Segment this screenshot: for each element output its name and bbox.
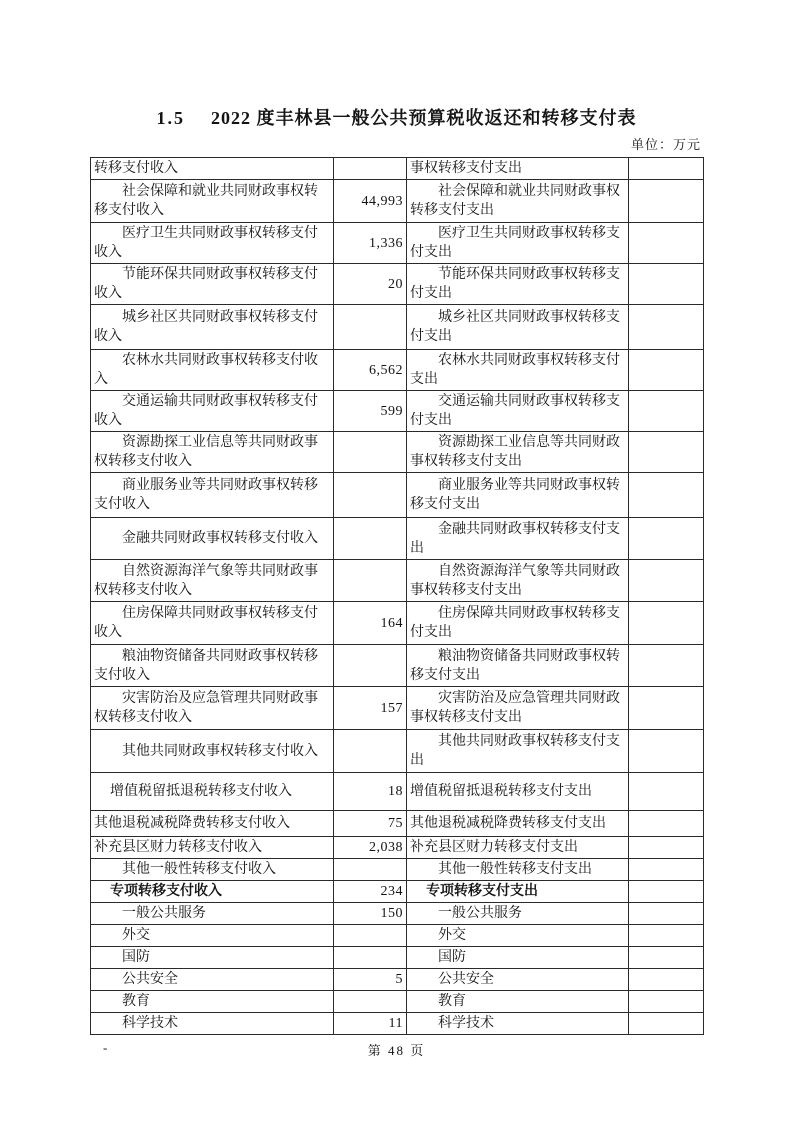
income-label-cell: 医疗卫生共同财政事权转移支付收入 (91, 223, 334, 264)
table-row (91, 223, 704, 264)
income-label-cell: 其他一般性转移支付收入 (91, 859, 334, 881)
footer-dash: - (103, 1040, 108, 1055)
title-section-number: 1.5 (156, 108, 185, 128)
expense-value-cell (629, 687, 704, 730)
income-label-cell: 交通运输共同财政事权转移支付收入 (91, 391, 334, 432)
income-value-cell (334, 859, 407, 881)
income-label-cell: 粮油物资储备共同财政事权转移支付收入 (91, 645, 334, 687)
expense-label-cell: 其他一般性转移支付支出 (407, 859, 629, 881)
income-label-cell: 转移支付收入 (91, 158, 334, 180)
income-label-cell: 住房保障共同财政事权转移支付收入 (91, 602, 334, 645)
expense-value-cell (629, 1013, 704, 1035)
expense-label-cell: 节能环保共同财政事权转移支付支出 (407, 264, 629, 305)
income-label-cell: 其他退税减税降费转移支付收入 (91, 811, 334, 837)
expense-value-cell (629, 158, 704, 180)
expense-value-cell (629, 903, 704, 925)
income-label-cell: 外交 (91, 925, 334, 947)
expense-label-cell: 金融共同财政事权转移支付支出 (407, 518, 629, 560)
expense-label-cell: 粮油物资储备共同财政事权转移支付支出 (407, 645, 629, 687)
expense-value-cell (629, 837, 704, 859)
income-value-cell: 75 (334, 811, 407, 837)
expense-value-cell (629, 969, 704, 991)
table-row (91, 305, 704, 350)
expense-value-cell (629, 391, 704, 432)
expense-label-cell: 事权转移支付支出 (407, 158, 629, 180)
table-row (91, 991, 704, 1013)
income-value-cell: 5 (334, 969, 407, 991)
expense-value-cell (629, 180, 704, 223)
income-value-cell (334, 432, 407, 473)
table-row (91, 730, 704, 773)
income-value-cell (334, 730, 407, 773)
income-label-cell: 公共安全 (91, 969, 334, 991)
income-value-cell (334, 560, 407, 602)
income-value-cell: 20 (334, 264, 407, 305)
income-label-cell: 商业服务业等共同财政事权转移支付收入 (91, 473, 334, 518)
expense-value-cell (629, 350, 704, 391)
income-value-cell: 150 (334, 903, 407, 925)
expense-label-cell: 其他共同财政事权转移支付支出 (407, 730, 629, 773)
expense-label-cell: 社会保障和就业共同财政事权转移支付支出 (407, 180, 629, 223)
page-title (0, 104, 793, 130)
expense-value-cell (629, 947, 704, 969)
income-label-cell: 灾害防治及应急管理共同财政事权转移支付收入 (91, 687, 334, 730)
unit-note: 单位：万元 (630, 137, 701, 152)
income-label-cell: 科学技术 (91, 1013, 334, 1035)
table-row (91, 687, 704, 730)
expense-label-cell: 教育 (407, 991, 629, 1013)
table-row (91, 947, 704, 969)
expense-value-cell (629, 305, 704, 350)
expense-value-cell (629, 881, 704, 903)
income-value-cell: 164 (334, 602, 407, 645)
page-number: 第 48 页 (367, 1043, 426, 1058)
expense-value-cell (629, 811, 704, 837)
expense-value-cell (629, 645, 704, 687)
expense-value-cell (629, 859, 704, 881)
income-label-cell: 金融共同财政事权转移支付收入 (91, 518, 334, 560)
expense-value-cell (629, 223, 704, 264)
expense-value-cell (629, 432, 704, 473)
expense-value-cell (629, 991, 704, 1013)
table-row (91, 158, 704, 180)
expense-value-cell (629, 264, 704, 305)
table-row (91, 264, 704, 305)
table-row (91, 925, 704, 947)
title-text: 2022 度丰林县一般公共预算税收返还和转移支付表 (211, 108, 637, 128)
income-value-cell: 2,038 (334, 837, 407, 859)
income-label-cell: 专项转移支付收入 (91, 881, 334, 903)
table-row (91, 811, 704, 837)
expense-label-cell: 专项转移支付支出 (407, 881, 629, 903)
table-row (91, 881, 704, 903)
table-row (91, 1013, 704, 1035)
income-value-cell: 44,993 (334, 180, 407, 223)
table-row (91, 645, 704, 687)
income-value-cell (334, 158, 407, 180)
table-row (91, 432, 704, 473)
income-value-cell: 18 (334, 773, 407, 811)
table-row (91, 602, 704, 645)
expense-label-cell: 交通运输共同财政事权转移支付支出 (407, 391, 629, 432)
income-value-cell: 599 (334, 391, 407, 432)
expense-value-cell (629, 602, 704, 645)
expense-label-cell: 商业服务业等共同财政事权转移支付支出 (407, 473, 629, 518)
expense-label-cell: 灾害防治及应急管理共同财政事权转移支付支出 (407, 687, 629, 730)
income-value-cell: 11 (334, 1013, 407, 1035)
table-row (91, 969, 704, 991)
income-label-cell: 增值税留抵退税转移支付收入 (91, 773, 334, 811)
table-body (91, 158, 704, 1035)
expense-label-cell: 其他退税减税降费转移支付支出 (407, 811, 629, 837)
income-label-cell: 教育 (91, 991, 334, 1013)
expense-label-cell: 自然资源海洋气象等共同财政事权转移支付支出 (407, 560, 629, 602)
table-row (91, 350, 704, 391)
expense-value-cell (629, 925, 704, 947)
income-value-cell: 234 (334, 881, 407, 903)
income-value-cell (334, 925, 407, 947)
expense-label-cell: 住房保障共同财政事权转移支付支出 (407, 602, 629, 645)
expense-label-cell: 医疗卫生共同财政事权转移支付支出 (407, 223, 629, 264)
table-row (91, 837, 704, 859)
expense-value-cell (629, 730, 704, 773)
table-row (91, 180, 704, 223)
expense-value-cell (629, 518, 704, 560)
expense-value-cell (629, 773, 704, 811)
table-row (91, 903, 704, 925)
table-row (91, 773, 704, 811)
expense-value-cell (629, 473, 704, 518)
income-value-cell (334, 645, 407, 687)
income-label-cell: 资源勘探工业信息等共同财政事权转移支付收入 (91, 432, 334, 473)
expense-label-cell: 增值税留抵退税转移支付支出 (407, 773, 629, 811)
income-value-cell (334, 991, 407, 1013)
income-value-cell (334, 518, 407, 560)
expense-label-cell: 农林水共同财政事权转移支付支出 (407, 350, 629, 391)
table-row (91, 859, 704, 881)
expense-label-cell: 国防 (407, 947, 629, 969)
income-label-cell: 自然资源海洋气象等共同财政事权转移支付收入 (91, 560, 334, 602)
expense-value-cell (629, 560, 704, 602)
income-label-cell: 农林水共同财政事权转移支付收入 (91, 350, 334, 391)
expense-label-cell: 资源勘探工业信息等共同财政事权转移支付支出 (407, 432, 629, 473)
transfer-payment-table (90, 157, 704, 1035)
expense-label-cell: 一般公共服务 (407, 903, 629, 925)
income-label-cell: 国防 (91, 947, 334, 969)
income-value-cell (334, 473, 407, 518)
income-value-cell: 1,336 (334, 223, 407, 264)
expense-label-cell: 公共安全 (407, 969, 629, 991)
income-label-cell: 其他共同财政事权转移支付收入 (91, 730, 334, 773)
expense-label-cell: 补充县区财力转移支付支出 (407, 837, 629, 859)
income-label-cell: 补充县区财力转移支付收入 (91, 837, 334, 859)
income-label-cell: 节能环保共同财政事权转移支付收入 (91, 264, 334, 305)
income-value-cell: 157 (334, 687, 407, 730)
income-label-cell: 社会保障和就业共同财政事权转移支付收入 (91, 180, 334, 223)
table-row (91, 473, 704, 518)
table-row (91, 560, 704, 602)
expense-label-cell: 外交 (407, 925, 629, 947)
table-row (91, 518, 704, 560)
table-row (91, 391, 704, 432)
income-value-cell (334, 305, 407, 350)
income-value-cell: 6,562 (334, 350, 407, 391)
income-value-cell (334, 947, 407, 969)
income-label-cell: 城乡社区共同财政事权转移支付收入 (91, 305, 334, 350)
expense-label-cell: 城乡社区共同财政事权转移支付支出 (407, 305, 629, 350)
income-label-cell: 一般公共服务 (91, 903, 334, 925)
expense-label-cell: 科学技术 (407, 1013, 629, 1035)
